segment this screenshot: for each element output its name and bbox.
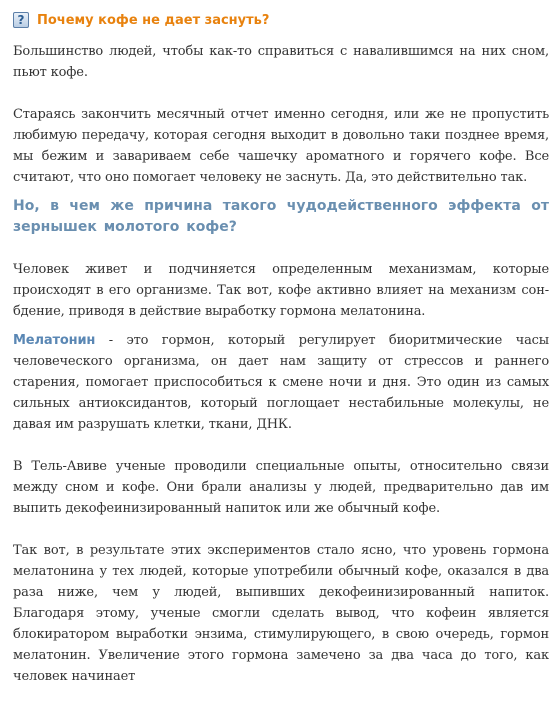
paragraph-melatonin	[13, 330, 549, 435]
paragraph-tel-aviv-study: В Тель-Авиве ученые проводили специальные опыты, относительно связи между сном и кофе. Они брали анализы у людей, предварительно дав им выпить декофеинизированный напиток или же обычный кофе.	[13, 459, 549, 516]
melatonin-term: Мелатонин	[13, 333, 96, 348]
article-body	[13, 41, 549, 708]
page-title: Почему кофе не дает заснуть?	[37, 12, 270, 28]
melatonin-description: - это гормон, который регулирует биоритмические часы человеческого организма, он дает нам защиту от стрессов и раннего старения, помогает приспособиться к смене ночи и дня. Это один из самых сильных антиоксидантов, который поглощает нестабильные молекулы, не давая им разрушать клетки, ткани, ДНК.	[13, 333, 549, 432]
paragraph-mechanism: Человек живет и подчиняется определенным механизмам, которые происходят в его организме. Так вот, кофе активно влияет на механизм сон-бдение, приводя в действие выработку гормона мелатонина.	[13, 262, 549, 319]
paragraph-evening-coffee: Стараясь закончить месячный отчет именно сегодня, или же не пропустить любимую передачу, которая сегодня выходит в довольно таки позднее время, мы бежим и завариваем себе чашечку ароматного и горячего кофе. Все считают, что оно помогает человеку не заснуть. Да, это действительно так.	[13, 107, 549, 185]
section-subheading: Но, в чем же причина такого чудодейственного эффекта от зернышек молотого кофе?	[13, 198, 549, 235]
paragraph-intro: Большинство людей, чтобы как-то справиться с навалившимся на них сном, пьют кофе.	[13, 44, 549, 80]
article-header	[13, 10, 269, 30]
question-icon: ?	[13, 12, 29, 28]
paragraph-experiment-results: Так вот, в результате этих экспериментов стало ясно, что уровень гормона мелатонина у тех людей, которые употребили обычный кофе, оказался в два раза ниже, чем у людей, выпивших декофеинизированный напиток. Благодаря этому, ученые смогли сделать вывод, что кофеин является блокиратором выработки энзима, стимулирующего, в свою очередь, гормон мелатонин. Увеличение этого гормона замечено за два часа до того, как человек начинает	[13, 543, 549, 684]
